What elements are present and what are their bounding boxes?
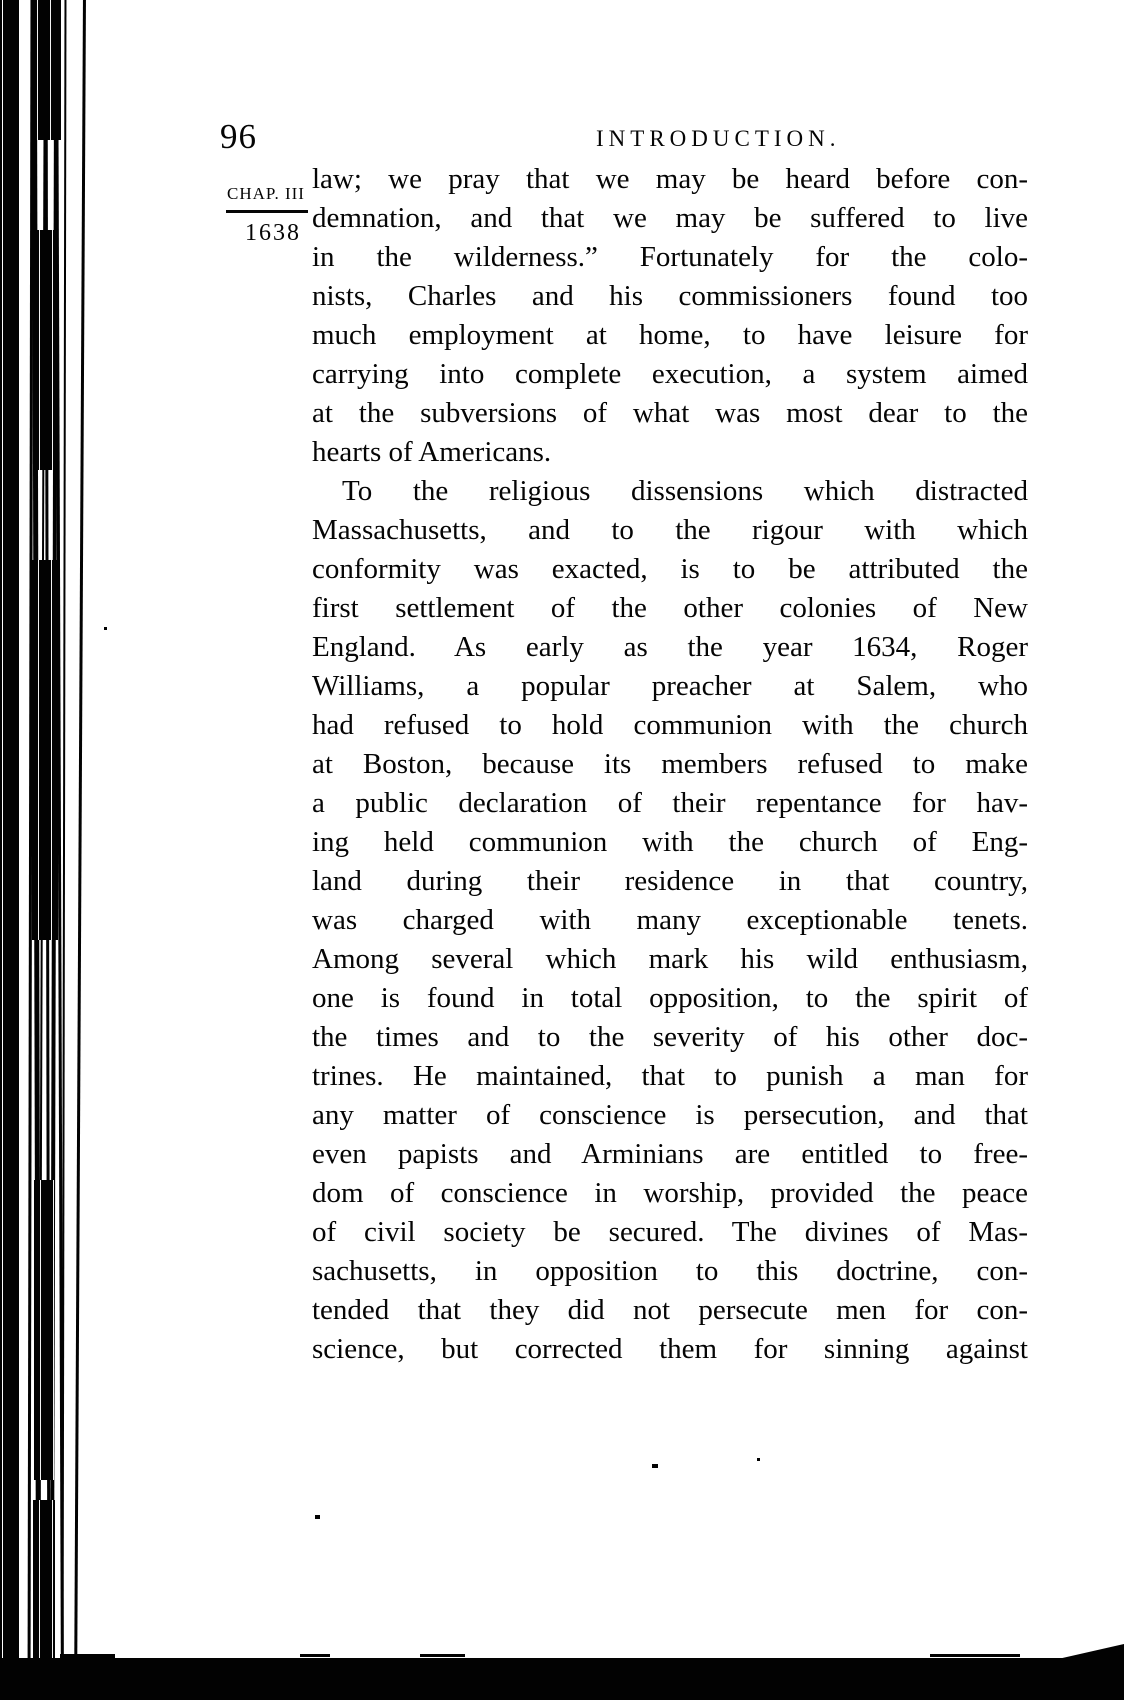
text-line: demnation, and that we may be suffered to live xyxy=(312,202,1028,234)
margin-note-chapter: CHAP. III xyxy=(227,184,305,203)
scan-bottom-bump xyxy=(420,1654,465,1657)
dust-speck xyxy=(652,1464,658,1468)
text-line: one is found in total opposition, to the spirit of xyxy=(312,982,1028,1014)
text-line: at the subversions of what was most dear to the xyxy=(312,397,1028,429)
text-line: had refused to hold communion with the church xyxy=(312,709,1028,741)
text-line: a public declaration of their repentance for hav- xyxy=(312,787,1028,819)
text-line: trines. He maintained, that to punish a man for xyxy=(312,1060,1028,1092)
margin-note-year: 1638 xyxy=(245,220,301,246)
text-line: even papists and Arminians are entitled to free- xyxy=(312,1138,1028,1170)
dust-speck xyxy=(315,1515,320,1519)
running-header: INTRODUCTION. xyxy=(596,126,841,151)
scan-blob xyxy=(34,1180,54,1480)
text-line: Williams, a popular preacher at Salem, who xyxy=(312,670,1028,702)
scan-blob xyxy=(32,560,58,940)
text-line: sachusetts, in opposition to this doctrine, con- xyxy=(312,1255,1028,1287)
scan-bottom-band xyxy=(0,1658,1124,1700)
text-line: first settlement of the other colonies of New xyxy=(312,592,1028,624)
scan-stripe xyxy=(61,0,66,1700)
scan-blob xyxy=(33,1500,55,1660)
scan-blob xyxy=(31,0,61,140)
margin-rule xyxy=(226,210,308,213)
text-line: dom of conscience in worship, provided the peace xyxy=(312,1177,1028,1209)
scan-bottom-band-curve xyxy=(1058,1644,1124,1659)
text-line: land during their residence in that country, xyxy=(312,865,1028,897)
text-line: tended that they did not persecute men for con- xyxy=(312,1294,1028,1326)
scan-bottom-bump xyxy=(930,1654,1020,1657)
text-line: science, but corrected them for sinning against xyxy=(312,1333,1028,1365)
scan-bottom-bump xyxy=(60,1654,115,1658)
text-line: much employment at home, to have leisure for xyxy=(312,319,1028,351)
text-line: To the religious dissensions which distracted xyxy=(342,475,1028,507)
dust-speck xyxy=(757,1458,760,1461)
scan-stripe-outer xyxy=(74,0,86,1700)
text-line: Among several which mark his wild enthusiasm, xyxy=(312,943,1028,975)
text-line: hearts of Americans. xyxy=(312,436,552,468)
scan-blob xyxy=(33,230,57,470)
text-line: ing held communion with the church of Eng- xyxy=(312,826,1028,858)
text-line: in the wilderness.” Fortunately for the colo- xyxy=(312,241,1028,273)
text-line: England. As early as the year 1634, Roger xyxy=(312,631,1028,663)
text-line: Massachusetts, and to the rigour with which xyxy=(312,514,1028,546)
text-line: any matter of conscience is persecution, and that xyxy=(312,1099,1028,1131)
dust-speck xyxy=(104,627,107,630)
text-line: the times and to the severity of his other doc- xyxy=(312,1021,1028,1053)
text-line: of civil society be secured. The divines of Mas- xyxy=(312,1216,1028,1248)
text-line: law; we pray that we may be heard before con- xyxy=(312,163,1028,195)
scan-gutter-hairline xyxy=(2,0,3,1660)
text-line: was charged with many exceptionable tenets. xyxy=(312,904,1028,936)
scan-bottom-bump xyxy=(300,1654,330,1657)
text-line: nists, Charles and his commissioners found too xyxy=(312,280,1028,312)
text-line: at Boston, because its members refused to make xyxy=(312,748,1028,780)
text-line: carrying into complete execution, a system aimed xyxy=(312,358,1028,390)
body-text xyxy=(312,160,1028,1369)
text-line: conformity was exacted, is to be attributed the xyxy=(312,553,1028,585)
page-number: 96 xyxy=(220,117,257,156)
